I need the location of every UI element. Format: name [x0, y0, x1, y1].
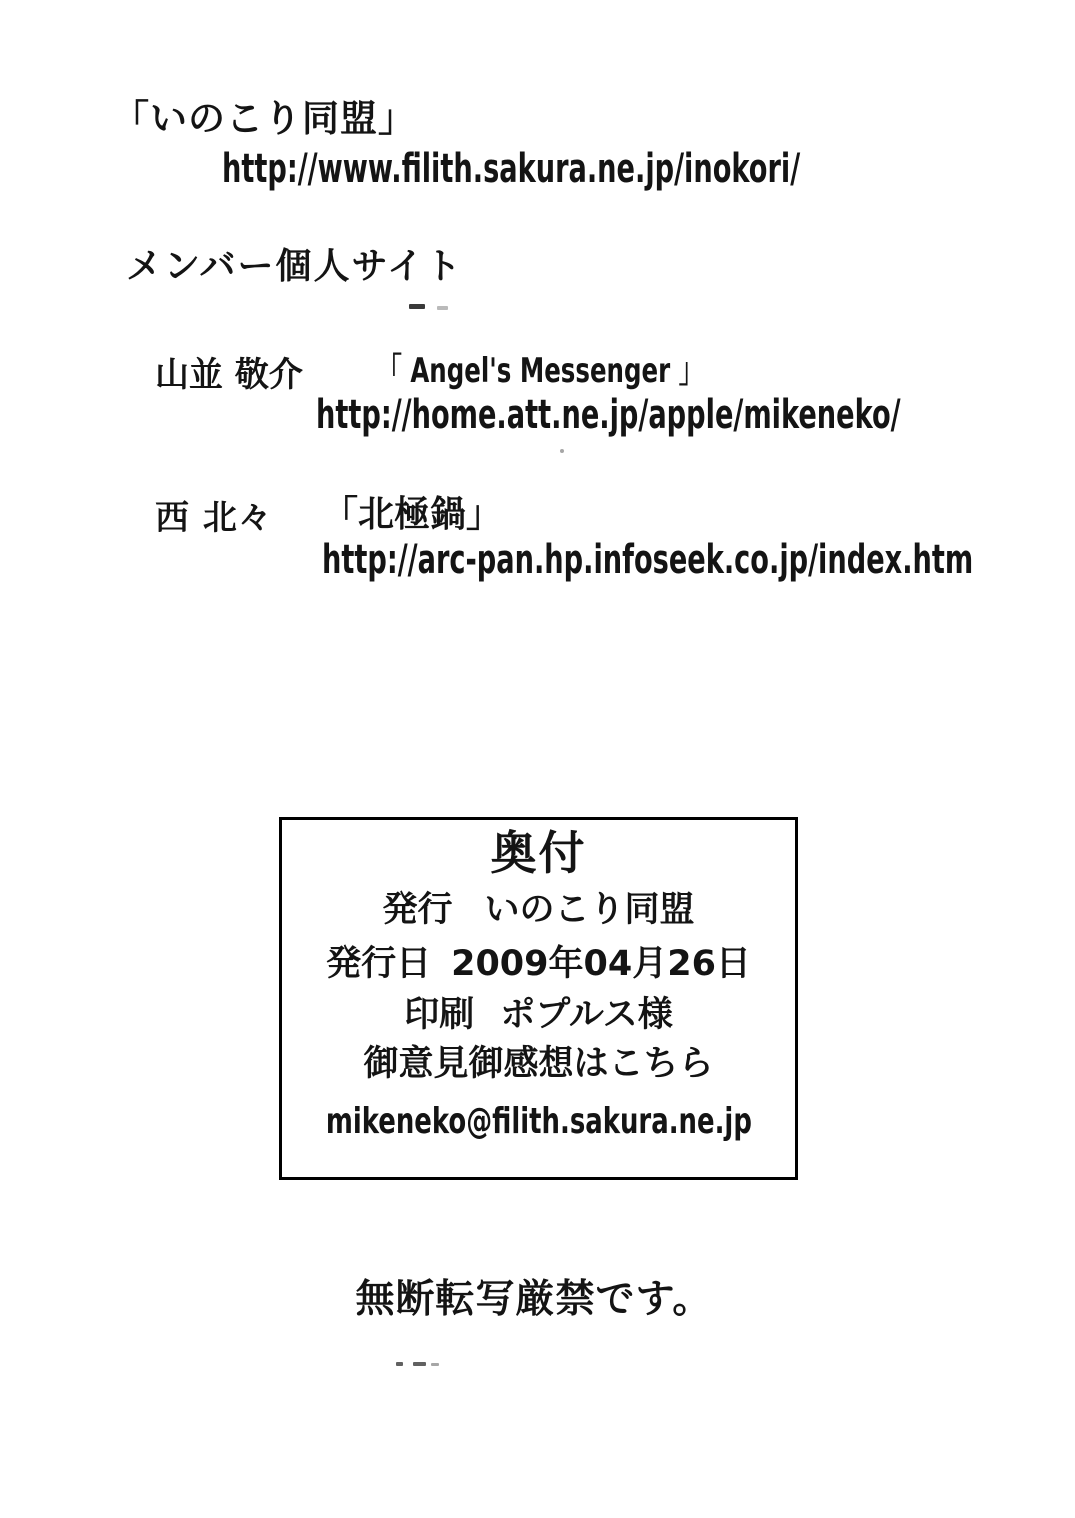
circle-name: 「いのこり同盟」	[112, 97, 416, 140]
member-name: 山並 敬介	[155, 355, 303, 395]
publisher-label: 発行	[382, 889, 453, 930]
reproduction-prohibited-notice: 無断転写厳禁です。	[355, 1277, 713, 1322]
publish-date-row	[326, 943, 751, 987]
publish-date-label: 発行日	[326, 944, 432, 985]
scan-artifact	[437, 306, 448, 310]
circle-url	[222, 146, 1072, 192]
contact-email-text: mikeneko@filith.sakura.ne.jp	[325, 1100, 752, 1142]
member-site-url-text: http://arc-pan.hp.infoseek.co.jp/index.htm	[322, 537, 974, 583]
contact-email	[243, 1099, 835, 1144]
publisher-row	[382, 889, 694, 933]
scan-artifact	[431, 1363, 439, 1366]
publish-date-value: 2009年04月26日	[451, 944, 751, 985]
member-site-url	[322, 537, 1075, 583]
colophon-box	[279, 817, 798, 1180]
feedback-note: 御意見御感想はこちら	[363, 1043, 714, 1084]
publisher-value: いのこり同盟	[484, 889, 695, 930]
scan-artifact	[413, 1362, 426, 1366]
member-site-url	[316, 392, 1075, 438]
members-section-heading: メンバー個人サイト	[126, 246, 463, 287]
circle-url-text: http://www.filith.sakura.ne.jp/inokori/	[222, 146, 801, 192]
scan-artifact	[396, 1362, 403, 1366]
member-name: 西 北々	[155, 498, 273, 538]
printer-row	[404, 994, 673, 1038]
colophon-title: 奥付	[490, 826, 587, 880]
member-site-url-text: http://home.att.ne.jp/apple/mikeneko/	[316, 392, 901, 438]
member-site-title: 「北極鍋」	[322, 494, 503, 535]
scan-artifact	[560, 449, 564, 453]
printer-label: 印刷	[404, 995, 475, 1036]
scan-artifact	[409, 304, 425, 309]
member-site-title-text: 「 Angel's Messenger 」	[377, 351, 704, 391]
member-site-title	[314, 352, 767, 391]
printer-value: ポプルス様	[500, 995, 673, 1036]
